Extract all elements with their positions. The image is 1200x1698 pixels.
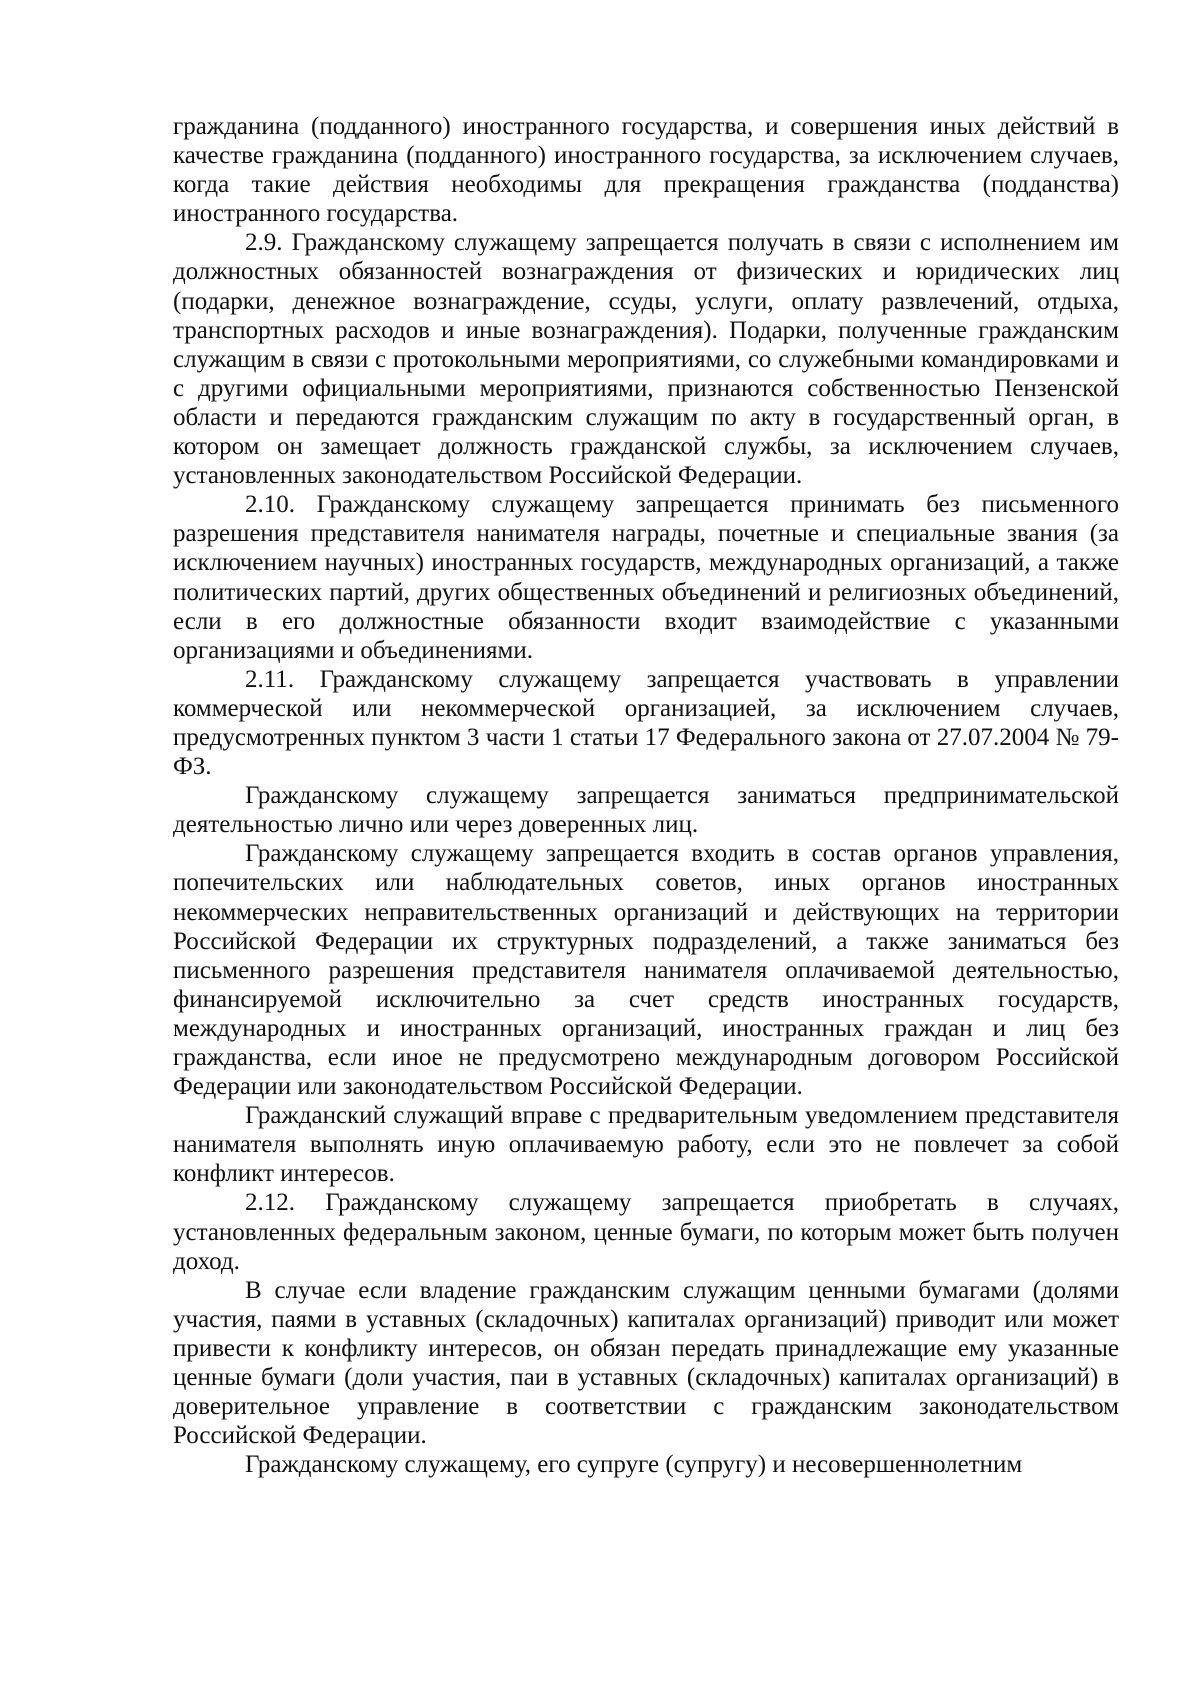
paragraph-foreign-bodies: Гражданскому служащему запрещается входить в состав органов управления, попечительских или наблюдательных советов, иных органов иностранных некоммерческих неправительственных организаций и действующих на территории Российской Федерации их структурных подразделений, а также заниматься без письменного разрешения представителя нанимателя оплачиваемой деятельностью, финансируемой исключительно за счет средств иностранных государств, международных и иностранных организаций, иностранных граждан и лиц без гражданства, если иное не предусмотрено международным договором Российской Федерации или законодательством Российской Федерации. [173, 840, 1119, 1101]
paragraph-paid-work: Гражданский служащий вправе с предварительным уведомлением представителя нанимателя выполнять иную оплачиваемую работу, если это не повлечет за собой конфликт интересов. [173, 1102, 1119, 1188]
paragraph-2-11: 2.11. Гражданскому служащему запрещается участвовать в управлении коммерческой или некоммерческой организацией, за исключением случаев, предусмотренных пунктом 3 части 1 статьи 17 Федерального закона от 27.07.2004 № 79-ФЗ. [173, 665, 1119, 781]
paragraph-family: Гражданскому служащему, его супруге (супругу) и несовершеннолетним [245, 1451, 1023, 1479]
paragraph-continuation: гражданина (подданного) иностранного государства, и совершения иных действий в качестве гражданина (подданного) иностранного государства, за исключением случаев, когда такие действия необходимы для прекращения гражданства (подданства) иностранного государства. [173, 113, 1119, 228]
paragraph-2-12: 2.12. Гражданскому служащему запрещается приобретать в случаях, установленных федеральным законом, ценные бумаги, по которым может быть получен доход. [173, 1189, 1119, 1275]
paragraph-2-10: 2.10. Гражданскому служащему запрещается принимать без письменного разрешения представителя нанимателя награды, почетные и специальные звания (за исключением научных) иностранных государств, международных организаций, а также политических партий, других общественных объединений и религиозных объединений, если в его должностные обязанности входит взаимодействие с указанными организациями и объединениями. [173, 491, 1119, 664]
paragraph-securities: В случае если владение гражданским служащим ценными бумагами (долями участия, паями в уставных (складочных) капиталах организаций) приводит или может привести к конфликту интересов, он обязан передать принадлежащие ему указанные ценные бумаги (доли участия, паи в уставных (складочных) капиталах организаций) в доверительное управление в соответствии с гражданским законодательством Российской Федерации. [173, 1276, 1119, 1450]
paragraph-2-9: 2.9. Гражданскому служащему запрещается получать в связи с исполнением им должностных обязанностей вознаграждения от физических и юридических лиц (подарки, денежное вознаграждение, ссуды, услуги, оплату развлечений, отдыха, транспортных расходов и иные вознаграждения). Подарки, полученные гражданским служащим в связи с протокольными мероприятиями, со служебными командировками и с другими официальными мероприятиями, признаются собственностью Пензенской области и передаются гражданским служащим по акту в государственный орган, в котором он замещает должность гражданской службы, за исключением случаев, установленных законодательством Российской Федерации. [173, 229, 1119, 490]
document-page [173, 112, 1119, 1479]
paragraph-entrepreneurship: Гражданскому служащему запрещается заниматься предпринимательской деятельностью лично или через доверенных лиц. [173, 782, 1119, 839]
